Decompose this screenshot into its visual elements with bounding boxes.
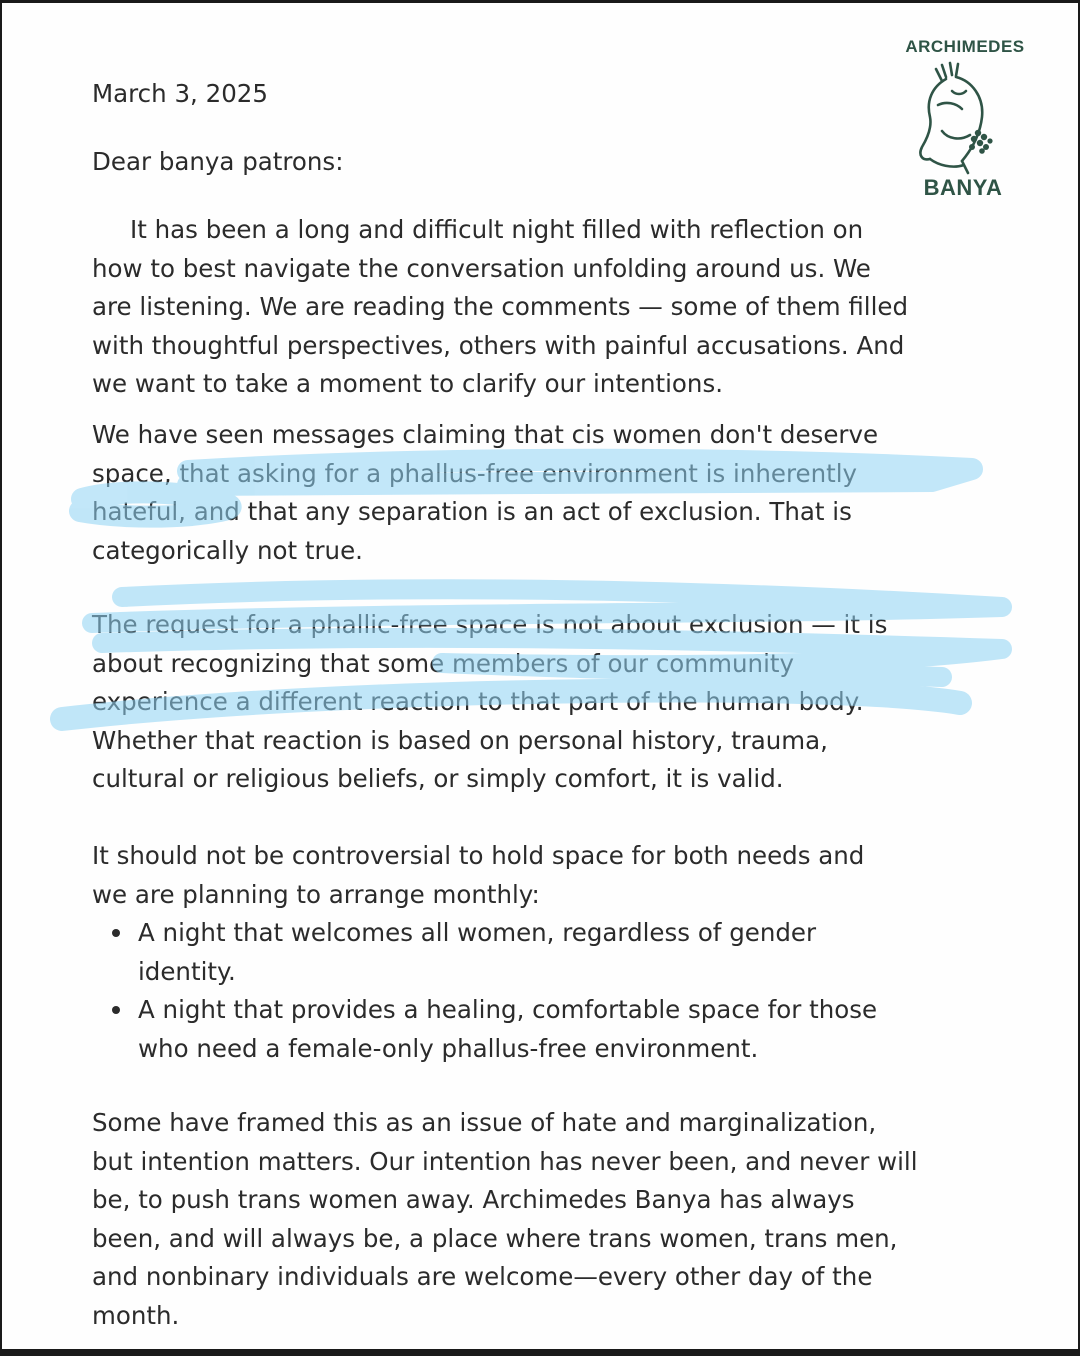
letter-date (92, 75, 1012, 114)
logo-top-text: ARCHIMEDES (905, 37, 1025, 56)
logo-bottom-text: BANYA (923, 175, 1003, 200)
bullet-text: identity. (138, 956, 236, 986)
bullet-text: A night that provides a healing, comfortable space for those (138, 995, 878, 1024)
bullet-text: who need a female-only phallus-free environment. (138, 1033, 759, 1063)
paragraph-line: We have seen messages claiming that cis women don't deserve (92, 420, 879, 449)
paragraph-5 (92, 1104, 1012, 1335)
paragraph-line: categorically not true. (92, 535, 363, 565)
bullet-icon (112, 929, 120, 937)
paragraph-2 (92, 416, 1012, 570)
salutation-text: Dear banya patrons: (92, 147, 344, 176)
paragraph-line: space, that asking for a phallus-free environment is inherently (92, 458, 858, 488)
paragraph-line: experience a different reaction to that part of the human body. (92, 687, 864, 716)
paragraph-line: been, and will always be, a place where trans women, trans men, (92, 1223, 898, 1253)
paragraph-line: Some have framed this as an issue of hate and marginalization, (92, 1108, 877, 1137)
paragraph-line: month. (92, 1300, 180, 1330)
bullet-continuation (92, 953, 1012, 992)
paragraph-line: It should not be controversial to hold space for both needs and (92, 841, 865, 870)
bullet-icon (112, 1006, 120, 1014)
paragraph-1 (92, 211, 1012, 404)
letter-page (2, 3, 1078, 1349)
paragraph-line: cultural or religious beliefs, or simply comfort, it is valid. (92, 764, 784, 793)
paragraph-line: are listening. We are reading the comments — some of them filled (92, 292, 909, 321)
paragraph-line: but intention matters. Our intention has never been, and never will (92, 1146, 918, 1176)
paragraph-line: be, to push trans women away. Archimedes Banya has always (92, 1185, 855, 1214)
paragraph-line: with thoughtful perspectives, others with painful accusations. And (92, 330, 905, 360)
paragraph-4 (92, 837, 1012, 1068)
bullet-text: A night that welcomes all women, regardless of gender (138, 918, 817, 947)
paragraph-line: we are planning to arrange monthly: (92, 879, 540, 909)
paragraph-line: we want to take a moment to clarify our intentions. (92, 369, 724, 398)
paragraph-line: how to best navigate the conversation unfolding around us. We (92, 253, 871, 283)
date-text: March 3, 2025 (92, 79, 268, 108)
paragraph-line: It has been a long and difficult night filled with reflection on (130, 215, 864, 244)
paragraph-line: about recognizing that some members of our community (92, 648, 794, 678)
bullet-continuation (92, 1030, 1012, 1069)
paragraph-line: Whether that reaction is based on personal history, trauma, (92, 725, 828, 755)
paragraph-line: hateful, and that any separation is an act of exclusion. That is (92, 497, 852, 526)
archimedes-banya-logo (898, 37, 1038, 207)
paragraph-line: and nonbinary individuals are welcome—every other day of the (92, 1262, 873, 1291)
paragraph-3 (92, 606, 1012, 799)
bullet-item (92, 991, 1012, 1030)
salutation (92, 143, 1012, 182)
bullet-item (92, 914, 1012, 953)
paragraph-line: The request for a phallic-free space is not about exclusion — it is (92, 610, 888, 639)
